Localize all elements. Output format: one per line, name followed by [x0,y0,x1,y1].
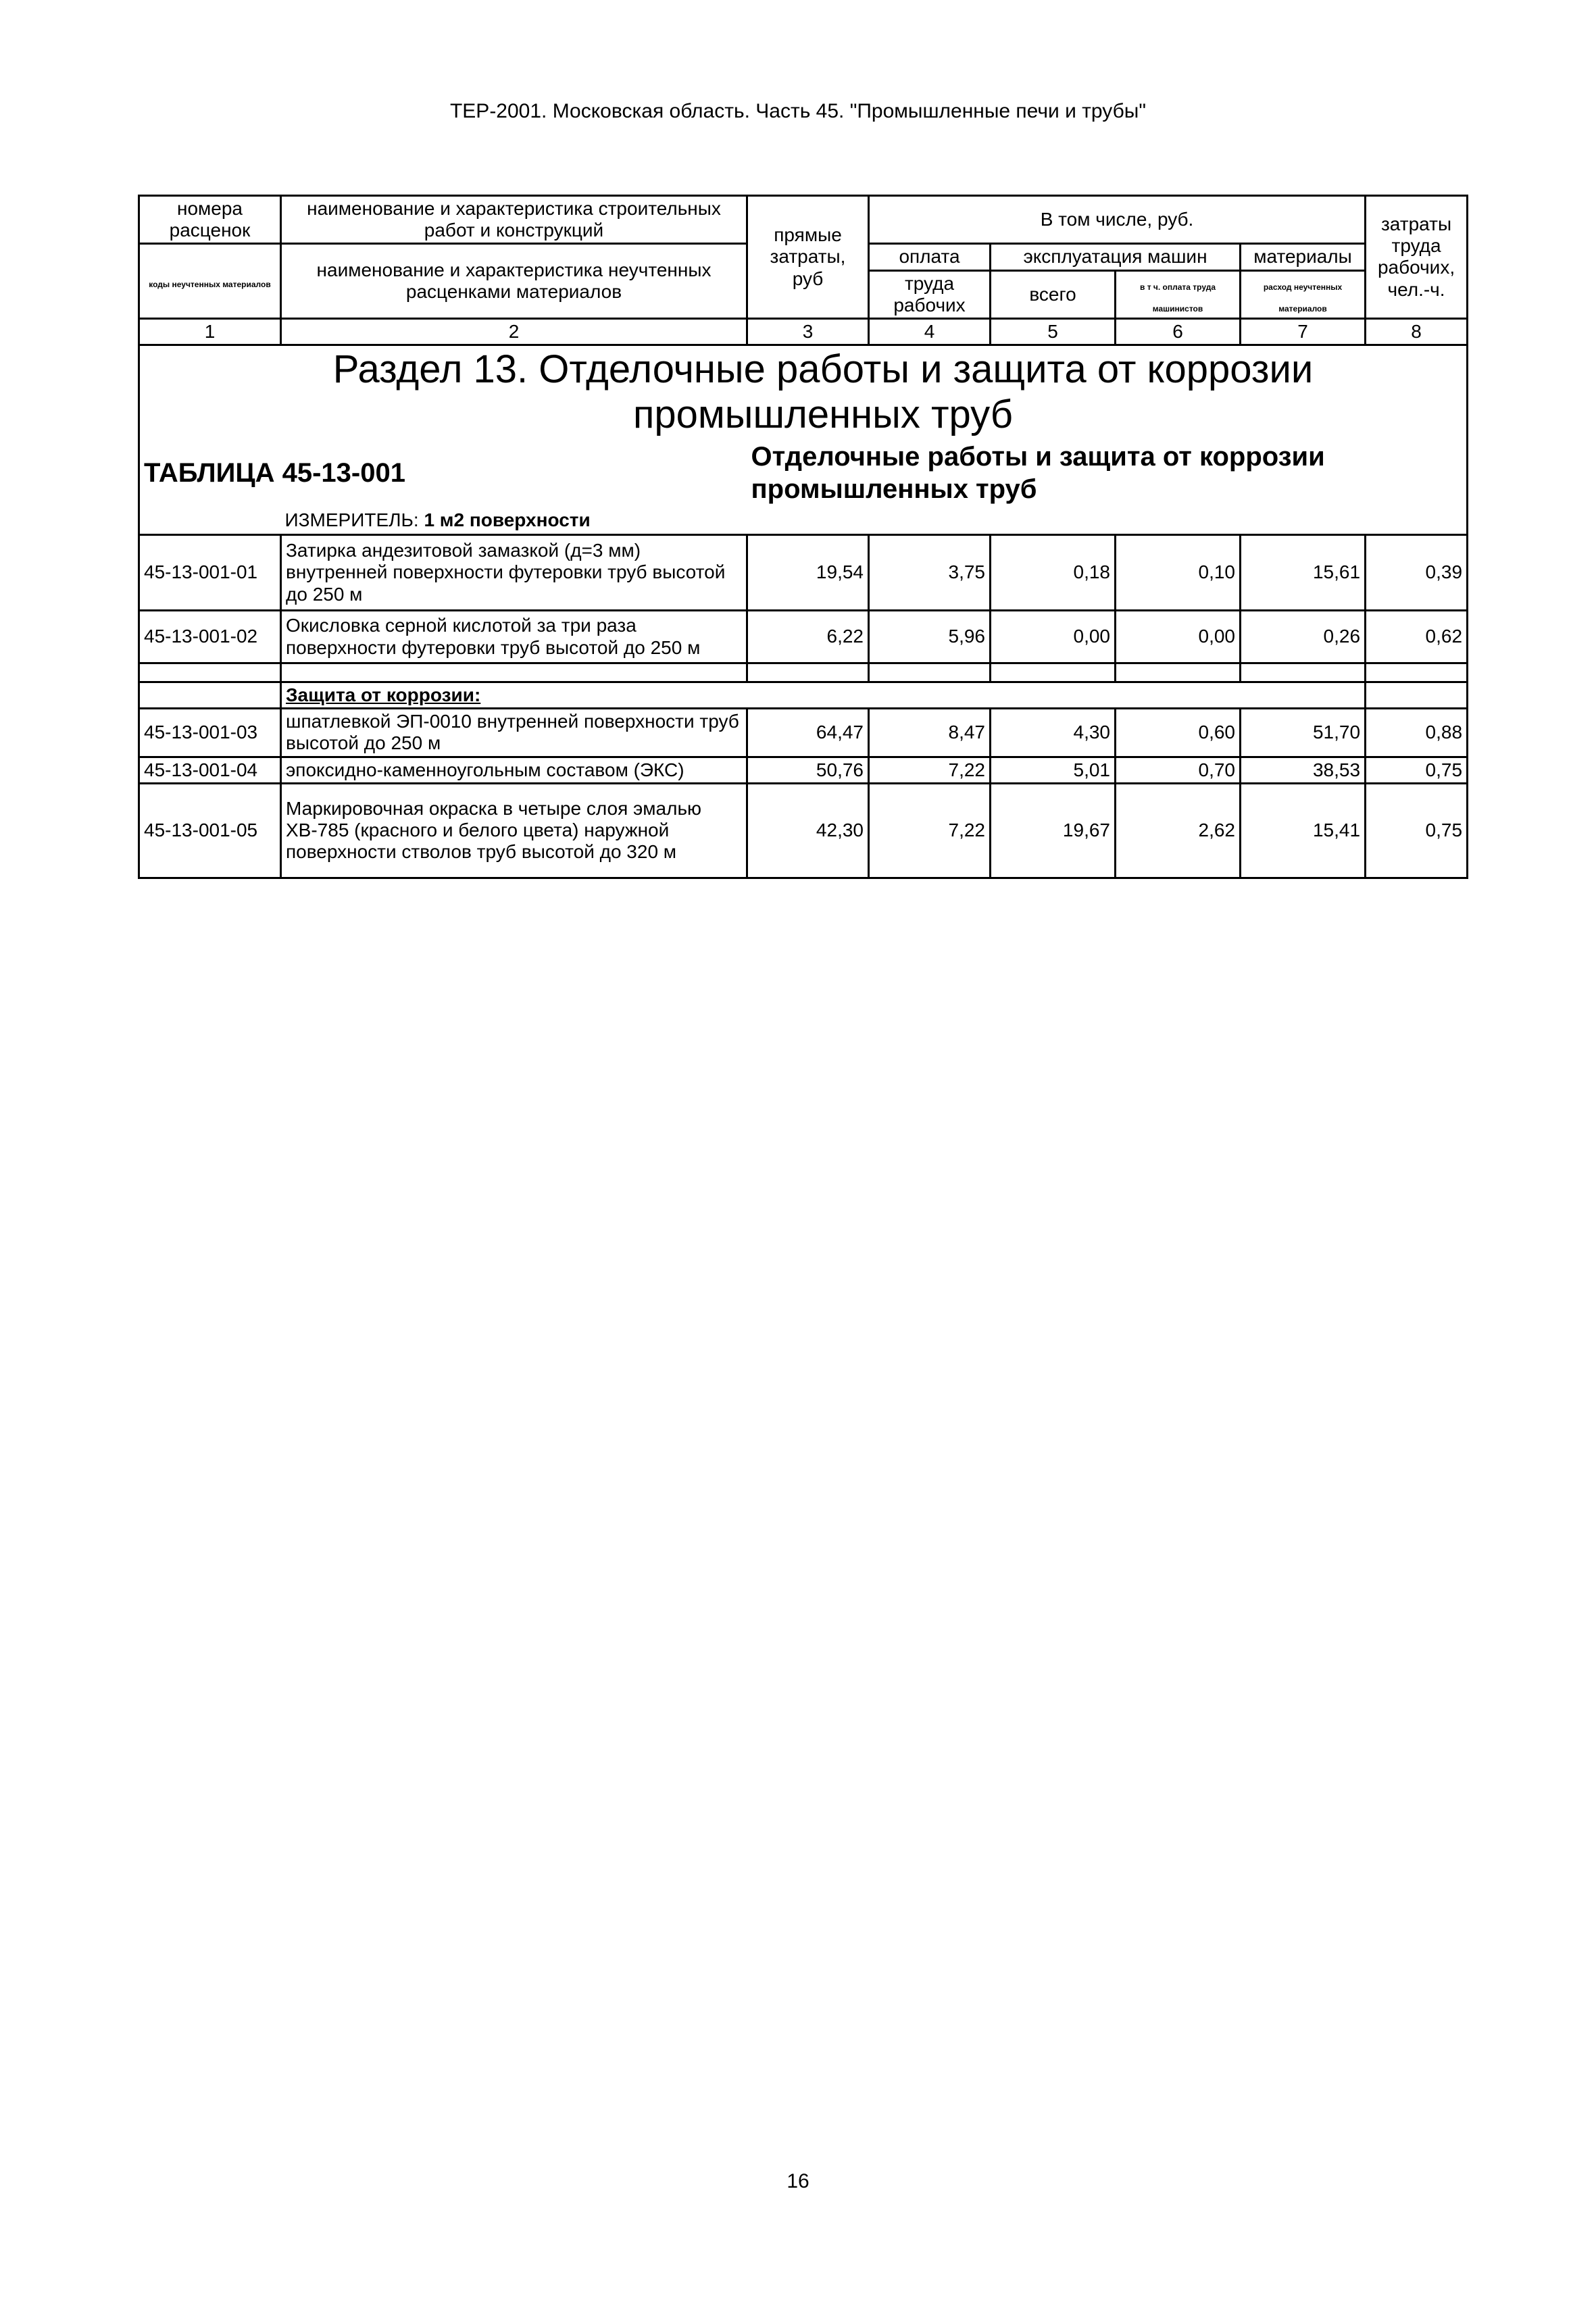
rate-name: эпоксидно-каменноугольным составом (ЭКС) [281,757,747,783]
page-header: ТЕР-2001. Московская область. Часть 45. "Промышленные печи и трубы" [449,100,1147,122]
machines-total: 0,00 [991,611,1116,663]
col-number: 6 [1116,318,1241,345]
col5-header: всего [991,270,1116,318]
measure-unit: ИЗМЕРИТЕЛЬ: 1 м2 поверхности [281,507,1366,535]
page-number: 16 [787,2170,809,2192]
rate-code: 45-13-001-01 [139,535,281,611]
direct-cost: 42,30 [747,783,869,878]
machines-total: 0,18 [991,535,1116,611]
rate-name: Маркировочная окраска в четыре слоя эмалью ХВ-785 (красного и белого цвета) наружной поверхности стволов труб высотой до 320 м [281,783,747,878]
materials-cost: 15,61 [1241,535,1366,611]
materials-cost: 38,53 [1241,757,1366,783]
rate-name: Затирка андезитовой замазкой (д=3 мм) внутренней поверхности футеровки труб высотой до 250 м [281,535,747,611]
col-number: 4 [869,318,991,345]
col2-header-bottom: наименование и характеристика неучтенных расценками материалов [281,244,747,319]
materials-cost: 15,41 [1241,783,1366,878]
col1-header-top: номера расценок [139,196,281,244]
labor-hours: 0,75 [1366,783,1468,878]
labor-hours: 0,75 [1366,757,1468,783]
col8-header: затраты труда рабочих, чел.-ч. [1366,196,1468,319]
labor-cost: 7,22 [869,757,991,783]
rate-name: шпатлевкой ЭП-0010 внутренней поверхности труб высотой до 250 м [281,709,747,757]
col2-header-top: наименование и характеристика строительных работ и конструкций [281,196,747,244]
labor-hours: 0,39 [1366,535,1468,611]
machines-total: 19,67 [991,783,1116,878]
labor-cost: 5,96 [869,611,991,663]
col-number: 3 [747,318,869,345]
subsection-heading: Защита от коррозии: [281,682,1366,709]
col1-header-bottom: коды неучтенных материалов [139,244,281,319]
rate-code: 45-13-001-04 [139,757,281,783]
labor-cost: 8,47 [869,709,991,757]
breakdown-group-header: В том числе, руб. [869,196,1366,244]
table-row [139,783,1468,878]
rate-code: 45-13-001-03 [139,709,281,757]
col4-header-top: оплата [869,244,991,270]
col-number: 7 [1241,318,1366,345]
table-row [139,611,1468,663]
col7-header-top: материалы [1241,244,1366,270]
machines-total: 5,01 [991,757,1116,783]
machines-header: эксплуатация машин [991,244,1241,270]
labor-cost: 3,75 [869,535,991,611]
col7-header-bottom: расход неучтенных материалов [1241,270,1366,318]
direct-cost: 6,22 [747,611,869,663]
labor-hours: 0,62 [1366,611,1468,663]
section-title: Раздел 13. Отделочные работы и защита от коррозии промышленных труб [332,347,1314,436]
col-number: 2 [281,318,747,345]
rate-code: 45-13-001-05 [139,783,281,878]
table-code: ТАБЛИЦА 45-13-001 [139,439,747,507]
table-row [139,535,1468,611]
machines-labor: 0,00 [1116,611,1241,663]
materials-cost: 51,70 [1241,709,1366,757]
col-number: 8 [1366,318,1468,345]
rate-code: 45-13-001-02 [139,611,281,663]
table-title: Отделочные работы и защита от коррозии промышленных труб [751,441,1325,504]
direct-cost: 64,47 [747,709,869,757]
machines-labor: 0,70 [1116,757,1241,783]
rates-table [138,195,1468,879]
table-row [139,709,1468,757]
materials-cost: 0,26 [1241,611,1366,663]
machines-labor: 0,60 [1116,709,1241,757]
col-number: 5 [991,318,1116,345]
machines-labor: 2,62 [1116,783,1241,878]
col-number: 1 [139,318,281,345]
machines-labor: 0,10 [1116,535,1241,611]
table-row [139,757,1468,783]
direct-cost: 19,54 [747,535,869,611]
col4-header-bottom: труда рабочих [869,270,991,318]
col3-header: прямые затраты, руб [747,196,869,319]
rate-name: Окисловка серной кислотой за три раза поверхности футеровки труб высотой до 250 м [281,611,747,663]
col6-header: в т ч. оплата труда машинистов [1116,270,1241,318]
labor-cost: 7,22 [869,783,991,878]
labor-hours: 0,88 [1366,709,1468,757]
direct-cost: 50,76 [747,757,869,783]
machines-total: 4,30 [991,709,1116,757]
